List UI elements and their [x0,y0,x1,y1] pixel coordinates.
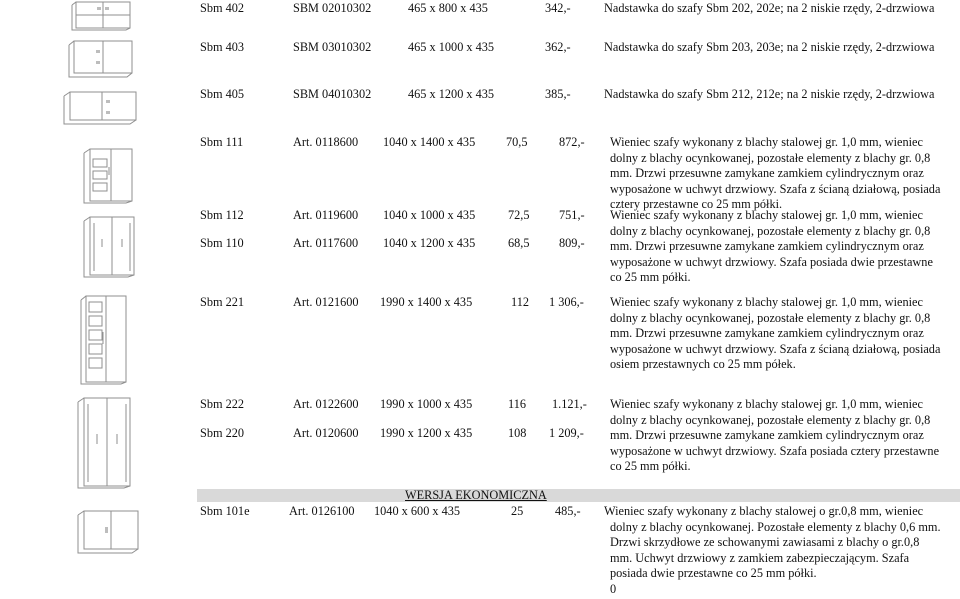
row-111-dims: 1040 x 1400 x 435 [383,135,476,149]
row-112-weight: 72,5 [508,208,530,222]
desc-line: co 25 mm półki. [610,459,691,474]
row-221-model: Sbm 221 [200,295,245,309]
desc-line: dolny z blachy ocynkowanej, pozostałe elementy z blachy gr. 0,8 [610,223,931,238]
row-110-weight: 68,5 [508,236,530,250]
row-220-weight: 108 [508,426,527,440]
row-112-code: Art. 0119600 [293,208,359,222]
row-403-price: 362,- [545,40,571,54]
row-112-desc [610,209,933,287]
cabinet-tall-sliding-image-221 [76,292,132,386]
row-405-desc: Nadstawka do szafy Sbm 212, 212e; na 2 niskie rzędy, 2-drzwiowa [604,87,935,101]
row-403-dims: 465 x 1000 x 435 [408,40,495,54]
row-220-code: Art. 0120600 [293,426,359,440]
row-402-dims: 465 x 800 x 435 [408,1,488,15]
row-403-model: Sbm 403 [200,40,245,54]
cabinet-top-unit-image-403 [66,33,136,79]
desc-line: osiem przestawnych co 25 mm półek. [610,357,796,372]
desc-line: mm. Drzwi przesuwne zamykane zamkiem cylindrycznym oraz [610,239,924,254]
row-222-desc [610,398,939,476]
section-heading-band [197,489,960,502]
desc-line: Wieniec szafy wykonany z blachy stalowej gr. 1,0 mm, wieniec [610,208,923,222]
desc-line: dolny z blachy ocynkowanej, pozostałe elementy z blachy gr. 0,8 [610,412,931,427]
row-101e-price: 485,- [555,504,581,518]
desc-line: wyposażone w uchwyt drzwiowy. Szafa posiada dwie przestawne [610,254,933,269]
row-112-model: Sbm 112 [200,208,244,222]
desc-line: mm. Uchwyt drzwiowy z zamkiem zabezpieczającym. Szafa [610,550,910,565]
cabinet-tall-sliding-image-222 [72,394,136,490]
row-405-model: Sbm 405 [200,87,245,101]
row-220-price: 1 209,- [549,426,584,440]
row-101e-desc [604,505,941,599]
desc-line: dolny z blachy ocynkowanej. Pozostałe elementy z blachy 0,6 mm. [610,519,941,534]
cabinet-sliding-image-112 [78,213,140,279]
row-222-dims: 1990 x 1000 x 435 [380,397,473,411]
desc-line: Wieniec szafy wykonany z blachy stalowej gr. 1,0 mm, wieniec [610,135,923,149]
row-221-weight: 112 [511,295,529,309]
desc-line: Wieniec szafy wykonany z blachy stalowej o gr.0,8 mm, wieniec [604,504,924,518]
desc-line: Wieniec szafy wykonany z blachy stalowej gr. 1,0 mm, wieniec [610,295,923,309]
row-111-model: Sbm 111 [200,135,244,149]
row-222-code: Art. 0122600 [293,397,359,411]
desc-line: mm. Drzwi przesuwne zamykane zamkiem cylindrycznym oraz [610,166,924,181]
row-222-price: 1.121,- [552,397,587,411]
row-110-code: Art. 0117600 [293,236,359,250]
row-112-price: 751,- [559,208,585,222]
row-220-dims: 1990 x 1200 x 435 [380,426,473,440]
row-101e-model: Sbm 101e [200,504,250,518]
cabinet-top-unit-image-405 [60,80,140,126]
desc-line: posiada dwie przestawne co 25 mm półki. [610,566,817,581]
row-402-model: Sbm 402 [200,1,245,15]
row-405-dims: 465 x 1200 x 435 [408,87,495,101]
row-222-weight: 116 [508,397,526,411]
cabinet-sliding-image-111 [78,145,136,205]
desc-line: wyposażone w uchwyt drzwiowy. Szafa z ścianą działową, posiada [610,341,941,356]
row-221-code: Art. 0121600 [293,295,359,309]
row-111-price: 872,- [559,135,585,149]
desc-line: wyposażone w uchwyt drzwiowy. Szafa z ścianą działową, posiada [610,181,941,196]
row-112-dims: 1040 x 1000 x 435 [383,208,476,222]
row-402-desc: Nadstawka do szafy Sbm 202, 202e; na 2 niskie rzędy, 2-drzwiowa [604,1,935,15]
desc-line: 0 [610,581,617,596]
cabinet-top-unit-image-402 [70,1,132,31]
row-220-model: Sbm 220 [200,426,245,440]
row-402-code: SBM 02010302 [293,1,372,15]
row-402-price: 342,- [545,1,571,15]
row-110-dims: 1040 x 1200 x 435 [383,236,476,250]
desc-line: mm. Drzwi przesuwne zamykane zamkiem cylindrycznym oraz [610,326,924,341]
row-403-code: SBM 03010302 [293,40,372,54]
desc-line: Drzwi skrzydłowe ze schowanymi zawiasami z blachy o gr.0,8 [610,535,920,550]
desc-line: cztery przestawne co 25 mm półki. [610,197,783,212]
row-110-price: 809,- [559,236,585,250]
row-403-desc: Nadstawka do szafy Sbm 203, 203e; na 2 niskie rzędy, 2-drzwiowa [604,40,935,54]
row-111-weight: 70,5 [506,135,528,149]
desc-line: wyposażone w uchwyt drzwiowy. Szafa posiada cztery przestawne [610,443,940,458]
row-101e-dims: 1040 x 600 x 435 [374,504,461,518]
row-101e-weight: 25 [511,504,524,518]
desc-line: dolny z blachy ocynkowanej, pozostałe elementy z blachy gr. 0,8 [610,310,931,325]
desc-line: co 25 mm półki. [610,270,691,285]
row-221-dims: 1990 x 1400 x 435 [380,295,473,309]
row-110-model: Sbm 110 [200,236,244,250]
row-221-price: 1 306,- [549,295,584,309]
desc-line: Wieniec szafy wykonany z blachy stalowej gr. 1,0 mm, wieniec [610,397,923,411]
row-101e-code: Art. 0126100 [289,504,355,518]
row-221-desc [610,296,940,374]
row-405-price: 385,- [545,87,571,101]
row-111-code: Art. 0118600 [293,135,359,149]
desc-line: mm. Drzwi przesuwne zamykane zamkiem cylindrycznym oraz [610,428,924,443]
row-405-code: SBM 04010302 [293,87,372,101]
row-111-desc [610,136,940,214]
desc-line: dolny z blachy ocynkowanej, pozostałe elementy z blachy gr. 0,8 [610,150,931,165]
section-heading: WERSJA EKONOMICZNA [405,488,547,502]
row-222-model: Sbm 222 [200,397,245,411]
cabinet-swing-door-image-101e [72,505,144,555]
